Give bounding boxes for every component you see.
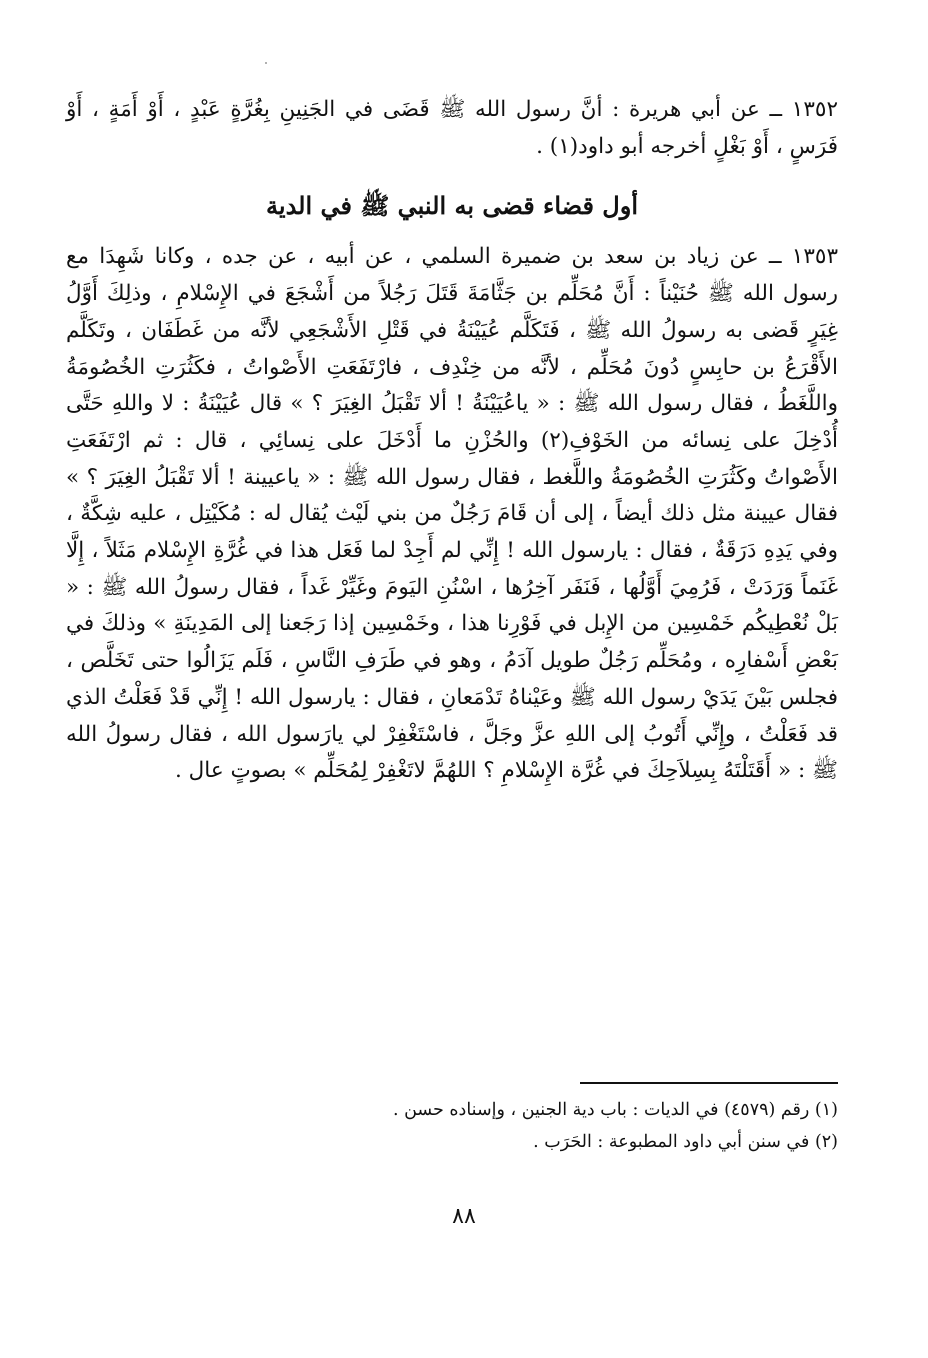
hadith-1352: ١٣٥٢ ــ عن أبي هريرة : أنَّ رسول الله ﷺ قَضَى في الجَنِينِ بِغُرَّةٍ عَبْدٍ ، أَوْ أَمَةٍ ، أَوْ فَرَسٍ ، أَوْ بَغْلٍ أخرجه أبو داود(١) . xyxy=(66,97,838,159)
footnote-2: (٢) في سنن أبي داود المطبوعة : الحَرَب . xyxy=(533,1132,838,1152)
footnotes xyxy=(66,1082,838,1158)
hadith-1353: ١٣٥٣ ــ عن زياد بن سعد بن ضميرة السلمي ، عن أبيه ، عن جده ، وكانا شَهِدَا مع رسول الله ﷺ حُنَيْناً : أَنَّ مُحَلِّم بن جَثَّامَةَ قَتَلَ رَجُلاً من أَشْجَعَ في الإِسْلامِ ، وذلِكَ أَوَّلُ غِيَرٍ قَضى به رسولُ الله ﷺ ، فَتَكَلَّم عُيَيْنَةُ في قَتْلِ الأَشْجَعِي لأنَّه من غَطَفَان ، وتَكَلَّم الأَقْرَعُ بن حابِسٍ دُونَ مُحَلِّم ، لأنَّه من خِنْدِف ، فارْتَفَعَتِ الأَصْواتُ ، فكَثُرَتِ الخُصُومَةُ واللَّغَطُ ، فقال رسول الله ﷺ : « ياعُيَيْنَةُ ! ألا تَقْبَلُ الغِيَرَ ؟ » قال عُيَيْنَةُ : لا واللهِ حَتَّى أُدْخِلَ على نِسائه من الخَوْفِ(٢) والحُزْنِ ما أَدْخَلَ على نِسائِي ، قال : ثم ارْتَفَعَتِ الأَصْواتُ وكَثُرَتِ الخُصُومَةُ واللَّغط ، فقال رسول الله ﷺ : « ياعيينة ! ألا تَقْبَلُ الغِيَرَ ؟ » فقال عيينة مثل ذلك أيضاً ، إلى أن قَامَ رَجُلٌ من بني لَيْث يُقال له : مُكَيْتِل ، عليه شِكَّةٌ ، وفي يَدِهِ دَرَقَةٌ ، فقال : يارسول الله ! إِنِّي لم أَجِدْ لما فَعَل هذا في غُرَّةِ الإِسْلام مَثَلاً ، إِلَّا غَنَماً وَرَدَتْ ، فَرُمِيَ أَوَّلُها ، فَنَفَر آخِرُها ، اسْنُنِ اليَومَ وغَيِّرْ غَداً ، فقال رسولُ الله ﷺ : « بَلْ نُعْطِيكُم خَمْسِين من الإِبل في فَوْرِنا هذا ، وخَمْسِين إذا رَجَعنا إلى المَدِينَةِ » وذلكَ في بَعْضِ أَسْفارِه ، ومُحَلِّم رَجُلٌ طويل آدَمُ ، وهو في طَرَفِ النَّاسِ ، فَلَم يَزَالُوا حتى تَخَلَّص ، فجلس بَيْنَ يَدَيْ رسول الله ﷺ وعَيْناهُ تَدْمَعانِ ، فقال : يارسول الله ! إِنِّي قَدْ فَعَلْتُ الذي قد فَعَلْتُ ، وإِنِّي أَتُوبُ إلى اللهِ عزَّ وجَلَّ ، فاسْتَغْفِرْ لي يارَسول الله ، فقال رسولُ الله ﷺ : « أَقَتَلْتَهُ بِسِلاَحِكَ في غُرَّة الإِسْلامِ ؟ اللهُمَّ لاتَغْفِرْ لِمُحَلِّم » بصوتٍ عال . xyxy=(66,244,839,784)
footnote-rule xyxy=(580,1082,838,1084)
page-number: ٨٨ xyxy=(452,1204,476,1229)
section-heading: أول قضاء قضى به النبي ﷺ في الدية xyxy=(266,191,638,221)
main-text xyxy=(66,92,838,790)
scan-speck xyxy=(265,62,267,64)
footnote-1: (١) رقم (٤٥٧٩) في الديات : باب دية الجنين ، وإسناده حسن . xyxy=(392,1100,838,1120)
